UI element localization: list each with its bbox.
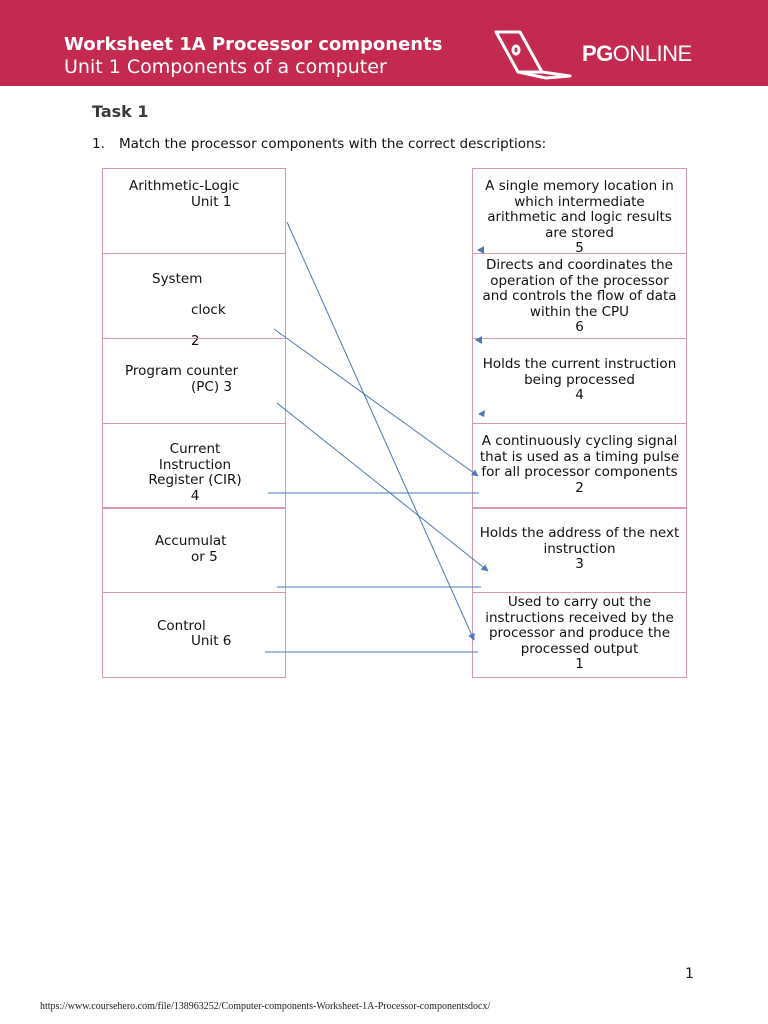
component-box-system-clock xyxy=(102,253,286,349)
component-line: (PC) 3 xyxy=(191,379,232,395)
component-line: Program counter xyxy=(125,363,239,379)
task-heading: Task 1 xyxy=(92,102,149,121)
description-number: 3 xyxy=(575,556,584,573)
header-banner xyxy=(0,0,768,86)
component-box-control-unit xyxy=(102,592,286,678)
component-line: clock xyxy=(191,302,226,318)
source-url: https://www.coursehero.com/file/138963252/Computer-components-Worksheet-1A-Processor-componentsdocx/ xyxy=(40,1001,491,1012)
question-instruction xyxy=(92,136,546,152)
description-text: A single memory location in which intermediate arithmetic and logic results are stored xyxy=(485,178,674,241)
description-text: A continuously cycling signal that is used as a timing pulse for all processor components 2 xyxy=(479,433,680,496)
pg-online-logo: PGONLINE xyxy=(582,41,692,66)
description-box-2 xyxy=(472,253,687,339)
component-line: Arithmetic-Logic xyxy=(129,178,240,194)
description-box-1 xyxy=(472,168,687,257)
description-box-5 xyxy=(472,507,687,593)
description-text: Holds the current instruction being processed xyxy=(482,356,677,388)
worksheet-title: Worksheet 1A Processor components xyxy=(64,34,443,55)
component-line: Register (CIR) xyxy=(148,472,242,489)
description-text: Used to carry out the instructions received by the processor and produce the processed output xyxy=(485,594,674,657)
description-text: Directs and coordinates the operation of the processor and controls the flow of data within the CPU xyxy=(482,257,677,320)
component-line: 4 xyxy=(190,487,200,504)
instruction-text: Match the processor components with the correct descriptions: xyxy=(119,136,547,152)
component-line: or 5 xyxy=(191,549,218,565)
connector-alu-to-execute xyxy=(287,222,474,640)
laptop-logo-icon xyxy=(490,28,574,82)
component-box-alu xyxy=(102,168,286,254)
component-line: System xyxy=(152,271,203,287)
description-number: 6 xyxy=(575,319,584,336)
component-line: 2 xyxy=(191,333,200,349)
component-box-program-counter xyxy=(102,338,286,424)
description-number: 5 xyxy=(575,240,584,257)
connector-pc-to-address xyxy=(277,403,488,571)
worksheet-subtitle: Unit 1 Components of a computer xyxy=(64,56,387,78)
component-box-cir xyxy=(102,423,286,509)
component-line: Accumulat xyxy=(155,533,227,549)
description-text: Holds the address of the next instruction xyxy=(479,525,680,557)
component-line: Instruction xyxy=(158,456,232,473)
description-box-6 xyxy=(472,592,687,678)
component-line: Current xyxy=(169,441,221,457)
page-number: 1 xyxy=(685,966,694,982)
component-line: Control xyxy=(157,618,206,634)
description-number: 1 xyxy=(575,656,584,673)
description-number: 4 xyxy=(575,387,584,404)
description-box-4 xyxy=(472,423,687,509)
connector-clock-to-timing xyxy=(274,329,478,476)
component-box-accumulator xyxy=(102,507,286,593)
question-number: 1. xyxy=(92,136,105,152)
description-box-3 xyxy=(472,338,687,424)
component-line: Unit 1 xyxy=(191,194,232,210)
component-line: Unit 6 xyxy=(191,633,232,649)
